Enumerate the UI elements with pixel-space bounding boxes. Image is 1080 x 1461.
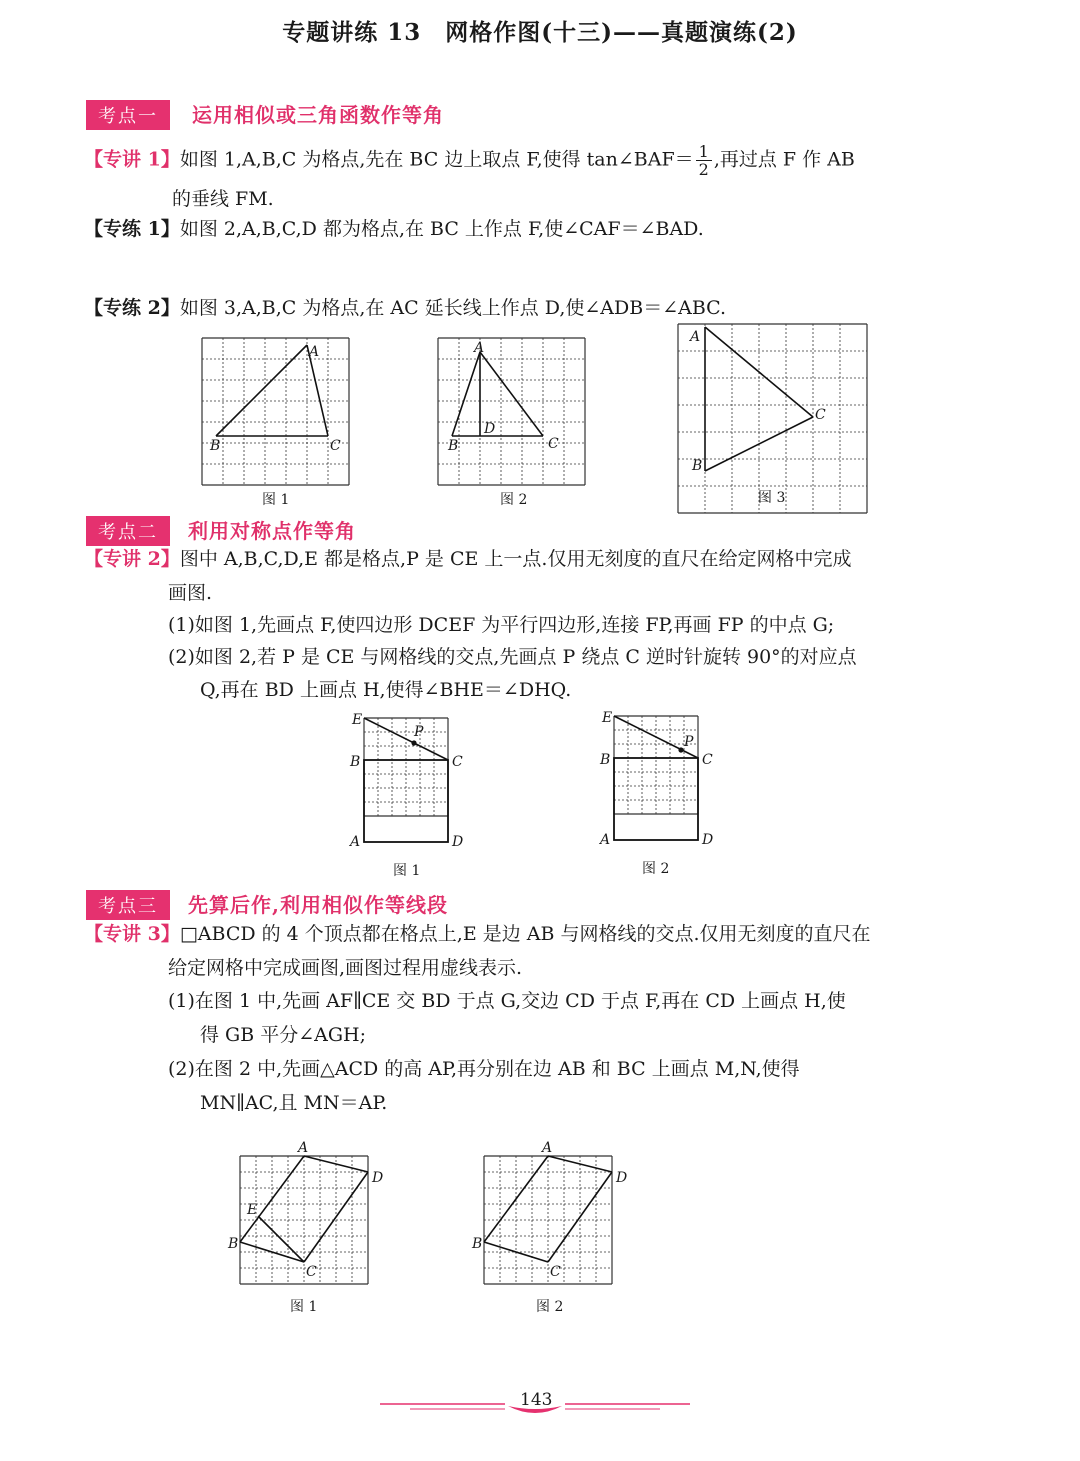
- s3-figure-2: [472, 1140, 628, 1284]
- practice2-line: [84, 295, 726, 321]
- figure-rectangle: [614, 758, 698, 840]
- label-A: A: [690, 329, 701, 345]
- s1-figure-1: [202, 338, 352, 488]
- s2-figure-1: [350, 712, 464, 850]
- page-number: 143: [520, 1390, 553, 1410]
- grid: [240, 1156, 368, 1284]
- figure-segment: [452, 352, 480, 436]
- lecture1-tag: 【专讲 1】: [84, 148, 180, 171]
- lecture2-text: 图中 A,B,C,D,E 都是格点,P 是 CE 上一点.仅用无刻度的直尺在给定网格中完成: [179, 548, 852, 570]
- label-C: C: [550, 1264, 561, 1280]
- label-A: A: [542, 1140, 553, 1156]
- label-A: A: [350, 834, 361, 850]
- lecture1-text-a: 如图 1,A,B,C 为格点,先在 BC 边上取点 F,使得 tan∠BAF＝: [179, 148, 694, 171]
- section3-heading: 先算后作,利用相似作等线段: [188, 893, 448, 917]
- lecture1-line1: [84, 143, 855, 178]
- grid: [614, 716, 698, 814]
- s3-figure-1: [228, 1140, 384, 1284]
- lecture1-line2: 的垂线 FM.: [172, 188, 274, 210]
- s3-figure-1-caption: 图 1: [290, 1299, 318, 1315]
- s3-figure-2-caption: 图 2: [536, 1299, 564, 1315]
- grid: [364, 718, 448, 816]
- practice1-line: [84, 216, 704, 242]
- lecture2-line2: 画图.: [168, 582, 213, 604]
- lecture2-tag: 【专讲 2】: [84, 548, 180, 570]
- label-D: D: [702, 832, 714, 848]
- label-E: E: [602, 710, 613, 726]
- lecture3-line1: [84, 921, 871, 947]
- label-C: C: [306, 1264, 317, 1280]
- practice2-text: 如图 3,A,B,C 为格点,在 AC 延长线上作点 D,使∠ADB＝∠ABC.: [179, 297, 727, 319]
- label-C: C: [452, 754, 463, 770]
- label-D: D: [452, 834, 464, 850]
- point-p-dot: [411, 740, 416, 745]
- section1-heading: 运用相似或三角函数作等角: [192, 103, 444, 127]
- label-C: C: [815, 407, 826, 423]
- label-E: E: [352, 712, 363, 728]
- lecture3-tag: 【专讲 3】: [84, 923, 180, 945]
- page-title: 专题讲练 13 网格作图(十三)——真题演练(2): [282, 19, 798, 46]
- fraction-numerator: 1: [696, 143, 712, 161]
- s2-figure-2-caption: 图 2: [642, 861, 670, 877]
- label-B: B: [448, 438, 459, 454]
- practice1-text: 如图 2,A,B,C,D 都为格点,在 BC 上作点 F,使∠CAF＝∠BAD.: [179, 218, 704, 240]
- label-A: A: [600, 832, 611, 848]
- fraction-denominator: 2: [698, 160, 709, 179]
- s1-figure-3: [678, 324, 868, 474]
- label-B: B: [692, 458, 703, 474]
- s1-figure-2: [438, 338, 588, 488]
- s2-figure-1-caption: 图 1: [393, 863, 421, 879]
- label-E: E: [247, 1202, 258, 1218]
- lecture1-text-b: ,再过点 F 作 AB: [713, 148, 855, 171]
- label-A: A: [474, 340, 485, 356]
- label-C: C: [548, 436, 559, 452]
- grid: [678, 324, 867, 513]
- section1-badge: 考点一: [86, 100, 170, 130]
- label-A: A: [298, 1140, 309, 1156]
- label-B: B: [472, 1236, 483, 1252]
- grid: [484, 1156, 612, 1284]
- s1-figure-3-caption: 图 3: [758, 490, 786, 506]
- fraction: [696, 143, 712, 178]
- lecture3-item1b: 得 GB 平分∠AGH;: [200, 1024, 367, 1046]
- label-A: A: [309, 344, 320, 360]
- grid: [202, 338, 349, 485]
- s1-figure-1-caption: 图 1: [262, 492, 290, 508]
- s1-figure-2-caption: 图 2: [500, 492, 528, 508]
- section2-badge: 考点二: [86, 516, 170, 546]
- lecture3-item2a: (2)在图 2 中,先画△ACD 的高 AP,再分别在边 AB 和 BC 上画点 M,N,使得: [168, 1058, 800, 1080]
- label-P: P: [414, 724, 424, 740]
- lecture2-item2a: (2)如图 2,若 P 是 CE 与网格线的交点,先画点 P 绕点 C 逆时针旋转 90°的对应点: [168, 646, 857, 668]
- figure-segment: [216, 345, 307, 436]
- label-C: C: [330, 438, 341, 454]
- label-B: B: [600, 752, 611, 768]
- s2-figure-2: [600, 710, 714, 848]
- label-P: P: [684, 734, 694, 750]
- label-B: B: [228, 1236, 239, 1252]
- lecture3-item1a: (1)在图 1 中,先画 AF∥CE 交 BD 于点 G,交边 CD 于点 F,再在 CD 上画点 H,使: [168, 990, 846, 1012]
- label-B: B: [350, 754, 361, 770]
- practice2-tag: 【专练 2】: [84, 297, 180, 319]
- lecture3-item2b: MN∥AC,且 MN＝AP.: [200, 1092, 388, 1114]
- lecture2-line1: [84, 546, 851, 572]
- label-B: B: [210, 438, 221, 454]
- label-D: D: [616, 1170, 628, 1186]
- lecture2-item2b: Q,再在 BD 上画点 H,使得∠BHE＝∠DHQ.: [200, 679, 572, 701]
- section3-badge: 考点三: [86, 890, 170, 920]
- lecture2-item1: (1)如图 1,先画点 F,使四边形 DCEF 为平行四边形,连接 FP,再画 FP 的中点 G;: [168, 614, 835, 636]
- practice1-tag: 【专练 1】: [84, 218, 180, 240]
- point-p-dot: [678, 747, 683, 752]
- lecture3-line2: 给定网格中完成画图,画图过程用虚线表示.: [168, 957, 523, 979]
- figure-segment: [364, 718, 448, 760]
- label-D: D: [372, 1170, 384, 1186]
- lecture3-text: □ABCD 的 4 个顶点都在格点上,E 是边 AB 与网格线的交点.仅用无刻度的直尺在: [179, 923, 871, 945]
- label-D: D: [484, 421, 496, 437]
- section2-heading: 利用对称点作等角: [188, 519, 356, 543]
- label-C: C: [702, 752, 713, 768]
- figure-rectangle: [364, 760, 448, 842]
